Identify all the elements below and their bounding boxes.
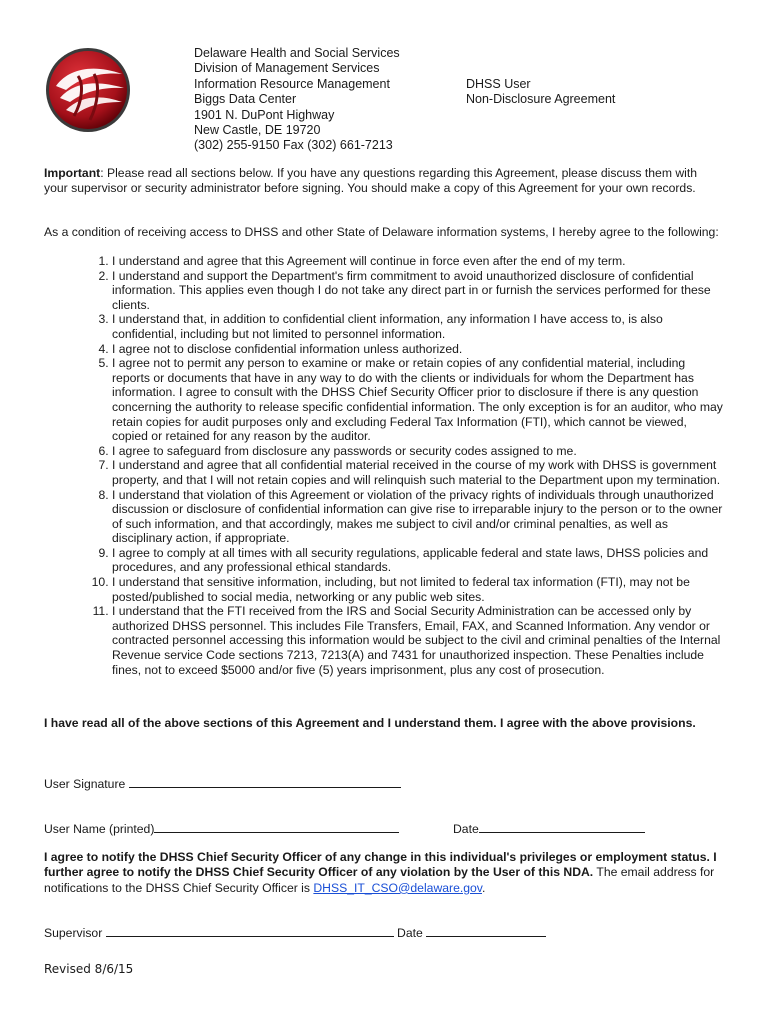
supervisor-date-field[interactable] (426, 925, 546, 937)
important-text: : Please read all sections below. If you have any questions regarding this Agreement, please discuss them with your supervisor or security administrator before signing. You should make a copy of this Agreement for your own records. (44, 166, 698, 196)
address-line: Division of Management Services (194, 61, 380, 76)
supervisor-label: Supervisor (44, 926, 106, 940)
term-item: 8. I understand that violation of this Agreement or violation of the privacy rights of individuals through unauthorized discussion or disclosure of confidential information can give rise to irreparable injury to the person or to the owner of such information, and that accordingly, makes me subject to civil and/or criminal penalties, as well as disciplinary action, if appropriate. (112, 488, 724, 546)
intro-paragraph: As a condition of receiving access to DHSS and other State of Delaware information systems, I hereby agree to the following: (44, 225, 719, 239)
term-item: 2. I understand and support the Department's firm commitment to avoid unauthorized disclosure of confidential information. This applies even though I do not take any direct part in or furnish the services performed for these clients. (112, 269, 724, 313)
notification-end: . (482, 880, 486, 895)
address-line: Biggs Data Center (194, 92, 297, 107)
term-item: 5. I agree not to permit any person to examine or make or retain copies of any confidential material, including reports or documents that have in any way to do with the clients or individuals for whom the Department has information. I agree to consult with the DHSS Chief Security Officer prior to disclosure if there is any question concerning the authority to release specific confidential information. The only exception is for an auditor, who may retain copies for audit purposes only and excluding Federal Tax Information (FTI), which cannot be viewed, copied or retained for any reason by the auditor. (112, 356, 724, 444)
term-item: 10. I understand that sensitive information, including, but not limited to federal tax information (FTI), may not be posted/published to social media, networking or any public web sites. (112, 575, 724, 604)
user-name-row (44, 821, 399, 836)
notification-paragraph (44, 850, 734, 896)
important-label: Important (44, 166, 101, 180)
address-line: Information Resource Management (194, 76, 390, 91)
term-item: 6. I agree to safeguard from disclosure any passwords or security codes assigned to me. (112, 444, 724, 459)
date-label: Date (453, 822, 479, 836)
term-item: 9. I agree to comply at all times with all security regulations, applicable federal and state laws, DHSS policies and procedures, and any professional ethical standards. (112, 546, 724, 575)
term-item: 1. I understand and agree that this Agreement will continue in force even after the end of my term. (112, 254, 724, 269)
cso-email-link[interactable]: DHSS_IT_CSO@delaware.gov (313, 880, 482, 895)
address-line: New Castle, DE 19720 (194, 123, 321, 138)
user-name-label: User Name (printed) (44, 822, 155, 836)
document-title-line: DHSS User (466, 77, 531, 91)
supervisor-date-label: Date (393, 926, 427, 940)
user-signature-field[interactable] (129, 776, 401, 788)
term-item: 3. I understand that, in addition to confidential client information, any information I have access to, is also confidential, including but not limited to personnel information. (112, 312, 724, 341)
important-notice (44, 166, 724, 197)
address-line: 1901 N. DuPont Highway (194, 107, 335, 122)
term-item: 7. I understand and agree that all confidential material received in the course of my work with DHSS is government property, and that I will not retain copies and will relinquish such material to the Department upon my termination. (112, 458, 724, 487)
notification-bold-text: I agree to notify the DHSS Chief Security Officer of any change in this individual's privileges or employment status. I further agree to notify the DHSS Chief Security Officer of any violation by the User of this NDA. (44, 850, 717, 880)
term-item: 11. I understand that the FTI received from the IRS and Social Security Administration can be accessed only by authorized DHSS personnel. This includes File Transfers, Email, FAX, and Scanned Information. Any vendor or contracted personnel accessing this information would be subject to the civil and criminal penalties of the Internal Revenue service Code sections 7213, 7213(A) and 7431 for unauthorized inspection. These Penalties include fines, not to exceed $5000 and/or five (5) years imprisonment, plus any cost of prosecution. (112, 604, 724, 677)
date-row (453, 821, 645, 836)
agency-address (194, 46, 400, 154)
user-signature-label: User Signature (44, 777, 129, 791)
date-field[interactable] (479, 821, 645, 833)
notification-text: The email address for notifications to the DHSS Chief Security Officer is (44, 865, 715, 895)
term-item: 4. I agree not to disclose confidential information unless authorized. (112, 342, 724, 357)
revision-date: Revised 8/6/15 (44, 962, 134, 976)
dhss-logo-icon (44, 46, 132, 134)
user-name-field[interactable] (154, 821, 399, 833)
supervisor-signature-field[interactable] (106, 925, 394, 937)
acknowledgement-statement: I have read all of the above sections of this Agreement and I understand them. I agree with the above provisions. (44, 716, 696, 730)
document-title (466, 77, 615, 108)
address-line: Delaware Health and Social Services (194, 46, 400, 60)
supervisor-row (44, 925, 546, 940)
user-signature-row (44, 776, 401, 791)
address-line: (302) 255-9150 Fax (302) 661-7213 (194, 138, 393, 153)
terms-list (44, 254, 724, 677)
document-title-line: Non-Disclosure Agreement (466, 92, 616, 107)
